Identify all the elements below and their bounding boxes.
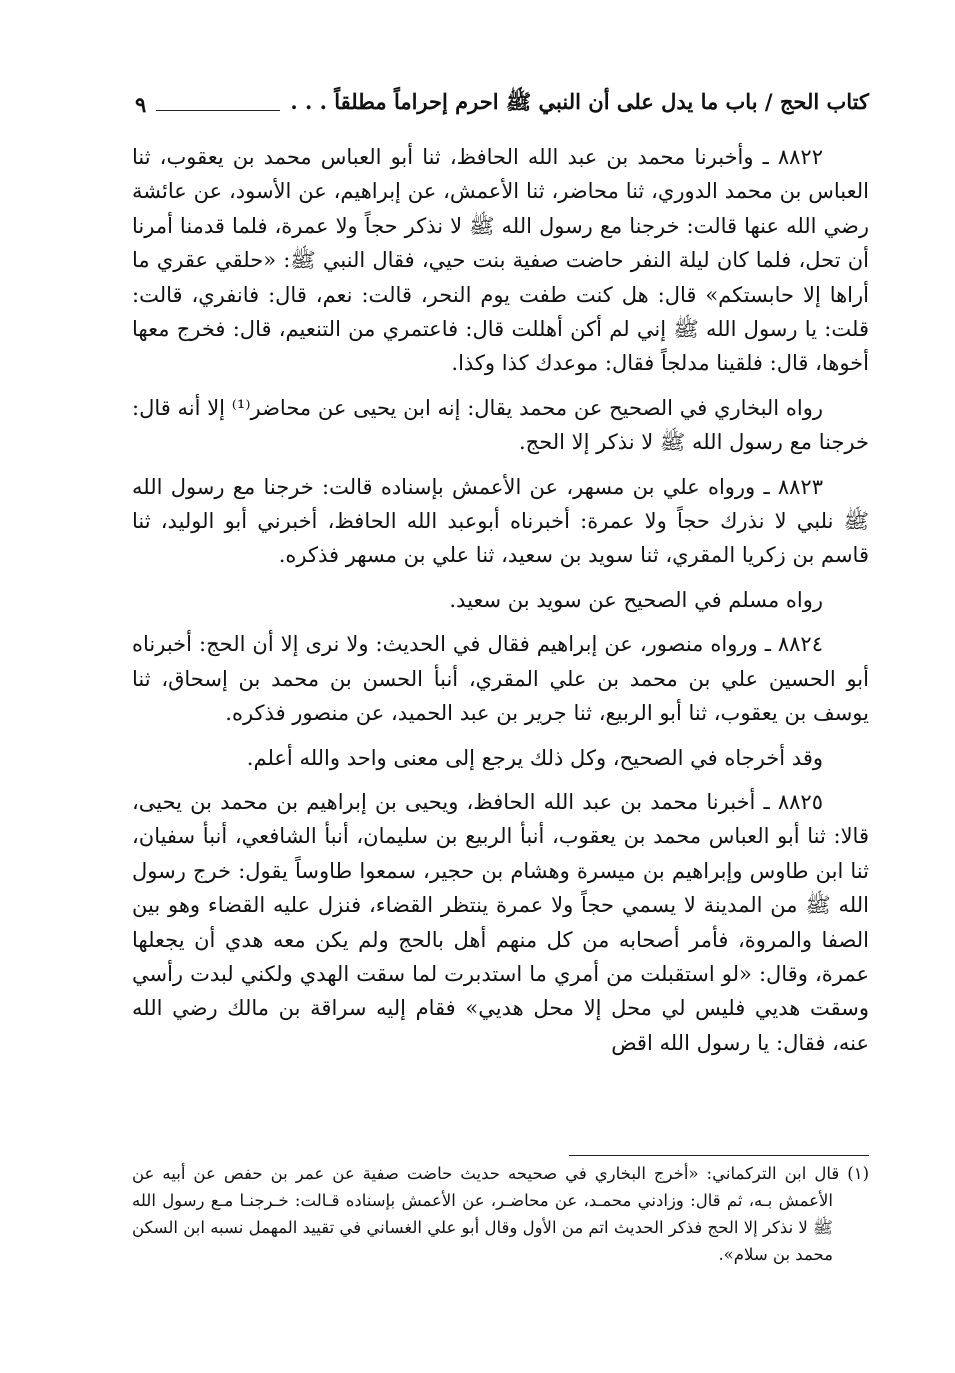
commentary-paragraph: رواه البخاري في الصحيح عن محمد يقال: إنه ابن يحيى عن محاضر⁽¹⁾ إلا أنه قال: خرجنا مع رسول الله ﷺ لا نذكر إلا الحج. bbox=[132, 395, 869, 455]
footnote-1: (١) قال ابن التركماني: «أخرج البخاري في صحيحه حديث حاضت صفية عن عمر بن حفص عن أبيه عن الأعمش بـه، ثم قال: وزادني محمـد، عن محاضـر، عن الأعمش بإسناده قـالت: خـرجنـا مـع رسول الله ﷺ لا نذكر إلا الحج فذكر الحديث اتم من الأول وقال أبو علي الغساني في تقييد المهمل نسبه ابن السكن محمد بن سلام». bbox=[131, 1164, 869, 1264]
page-number: ٩ bbox=[135, 91, 147, 117]
header-rule bbox=[156, 98, 280, 111]
footnote-separator bbox=[569, 1155, 869, 1156]
hadith-8824: ٨٨٢٤ ـ ورواه منصور، عن إبراهيم فقال في الحديث: ولا نرى إلا أن الحج: أخبرناه أبو الحسين علي بن محمد بن علي المقري، أنبأ الحسن بن محمد بن إسحاق، ثنا يوسف بن يعقوب، ثنا أبو الربيع، ثنا جرير بن عبد الحميد، عن منصور فذكره. bbox=[132, 632, 869, 726]
header-title: كتاب الحج / باب ما يدل على أن النبي ﷺ احرم إحراماً مطلقاً . . . bbox=[290, 88, 869, 114]
footnotes bbox=[132, 1160, 869, 1268]
commentary-paragraph: وقد أخرجاه في الصحيح، وكل ذلك يرجع إلى معنى واحد والله أعلم. bbox=[246, 745, 823, 770]
main-text bbox=[132, 140, 869, 1060]
hadith-8823: ٨٨٢٣ ـ ورواه علي بن مسهر، عن الأعمش بإسناده قالت: خرجنا مع رسول الله ﷺ نلبي لا نذرك حجاً ولا عمرة: أخبرناه أبوعبد الله الحافظ، أخبرني أبو الوليد، ثنا قاسم بن زكريا المقري، ثنا سويد بن سعيد، ثنا علي بن مسهر فذكره. bbox=[132, 474, 869, 568]
hadith-8822: ٨٨٢٢ ـ وأخبرنا محمد بن عبد الله الحافظ، ثنا أبو العباس محمد بن يعقوب، ثنا العباس بن محمد الدوري، ثنا محاضر، ثنا الأعمش، عن إبراهيم، عن الأسود، عن عائشة رضي الله عنها قالت: خرجنا مع رسول الله ﷺ لا نذكر حجاً ولا عمرة، فلما قدمنا أمرنا أن تحل، فلما كان ليلة النفر حاضت صفية بنت حيي، فقال النبي ﷺ: «حلقي عقري ما أراها إلا حابستكم» قال: هل كنت طفت يوم النحر، قالت: نعم، قال: فانفري، قالت: قلت: يا رسول الله ﷺ إني لم أكن أهللت قال: فاعتمري من التنعيم، قال: فخرج معها أخوها، قال: فلقينا مدلجاً فقال: موعدك كذا وكذا. bbox=[132, 145, 869, 376]
running-header bbox=[135, 84, 869, 124]
commentary-paragraph: رواه مسلم في الصحيح عن سويد بن سعيد. bbox=[449, 587, 823, 612]
hadith-8825: ٨٨٢٥ ـ أخبرنا محمد بن عبد الله الحافظ، ويحيى بن إبراهيم بن محمد بن يحيى، قالا: ثنا أبو العباس محمد بن يعقوب، أنبأ الربيع بن سليمان، أنبأ الشافعي، أنبأ سفيان، ثنا ابن طاوس وإبراهيم بن ميسرة وهشام بن حجير، سمعوا طاوساً يقول: خرج رسول الله ﷺ من المدينة لا يسمي حجاً ولا عمرة ينتظر القضاء، فنزل عليه القضاء وهو بين الصفا والمروة، فأمر أصحابه من كل منهم أهل بالحج ولم يكن معه هدي أن يجعلها عمرة، وقال: «لو استقبلت من أمري ما استدبرت لما سقت الهدي ولكني لبدت رأسي وسقت هديي فليس لي محل إلا محل هديي» فقام إليه سراقة بن مالك رضي الله عنه، فقال: يا رسول الله اقض bbox=[132, 789, 869, 1055]
